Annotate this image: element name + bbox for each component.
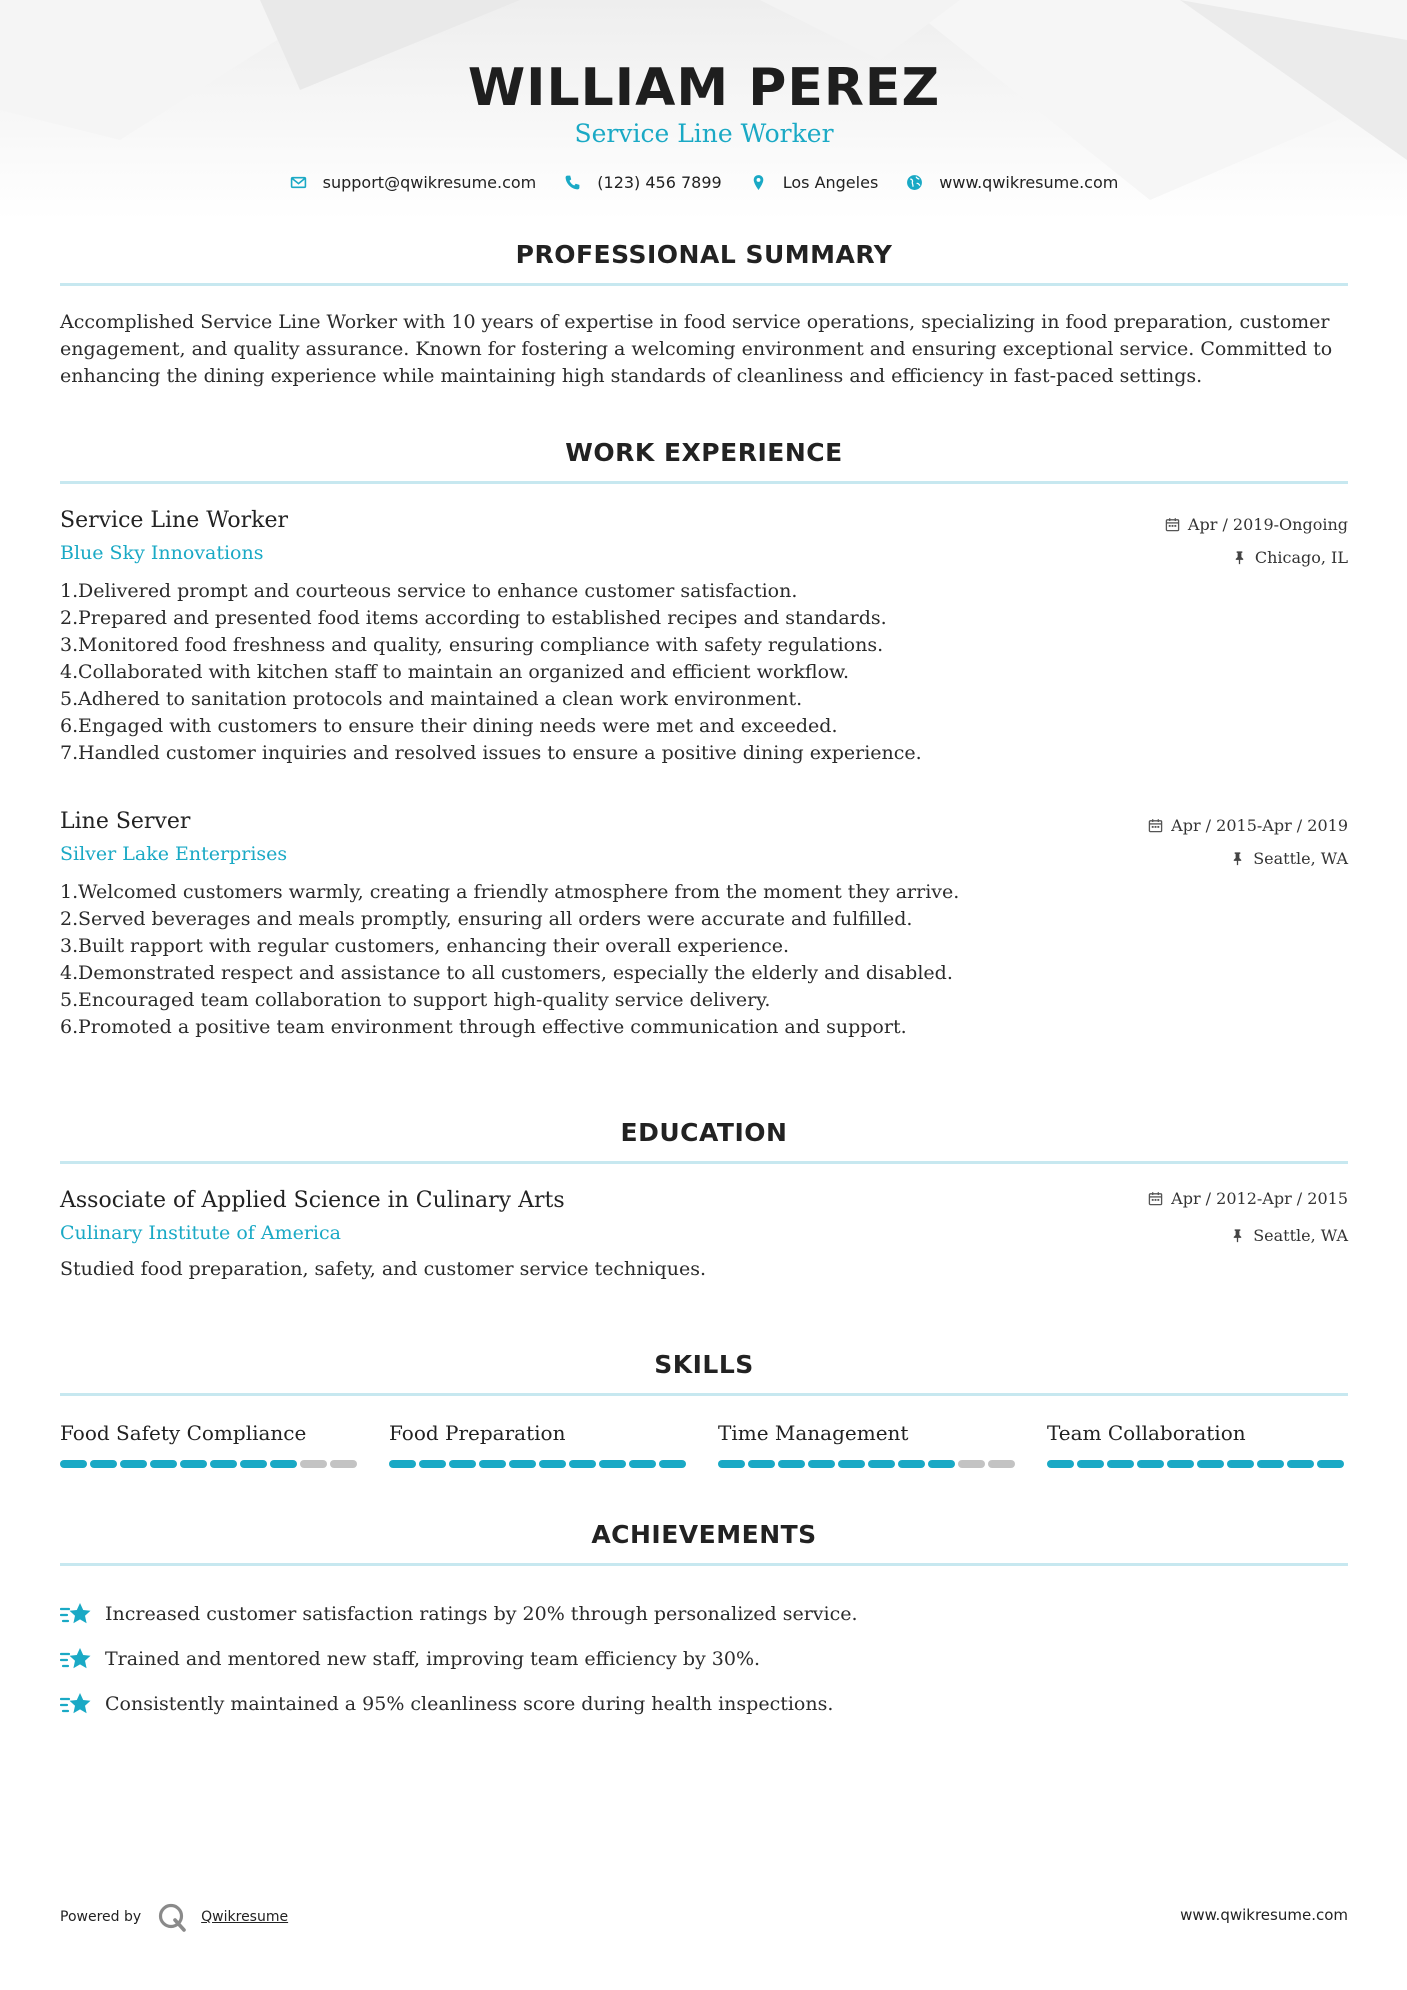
skill-segment-filled: [808, 1460, 835, 1468]
summary-text: Accomplished Service Line Worker with 10 years of expertise in food service operations, specializing in food preparation, customer engagement, and quality assurance. Known for fostering a welcoming environment and ensuring exceptional service. Committed to enhancing the dining experience while maintaining high standards of cleanliness and efficiency in fast-paced settings.: [60, 311, 1333, 387]
skill-segment-filled: [180, 1460, 207, 1468]
skill-segment-filled: [1137, 1460, 1164, 1468]
skill-segment-filled: [419, 1460, 446, 1468]
qwikresume-link[interactable]: Qwikresume: [201, 1909, 289, 1925]
skill-segment-filled: [1317, 1460, 1344, 1468]
contact-phone[interactable]: [564, 173, 721, 192]
skill-item: [718, 1420, 1018, 1468]
list-item: [60, 1681, 1348, 1726]
experience-heading: WORK EXPERIENCE: [565, 438, 843, 467]
job-entry-1: [60, 506, 1348, 767]
list-item: 2. Served beverages and meals promptly, ensuring all orders were accurate and fulfilled.: [60, 908, 913, 930]
skill-segment-filled: [569, 1460, 596, 1468]
contact-website[interactable]: [906, 173, 1118, 192]
job-location: [1230, 849, 1348, 868]
skill-segment-filled: [1047, 1460, 1074, 1468]
skill-item: [60, 1420, 360, 1468]
phone-icon: [564, 174, 581, 191]
skill-segment-filled: [270, 1460, 297, 1468]
phone-text: (123) 456 7899: [597, 173, 722, 192]
skill-level-bar: [1047, 1460, 1347, 1468]
job-title: Line Server: [60, 809, 191, 834]
candidate-name: WILLIAM PEREZ: [467, 58, 941, 118]
skill-level-bar: [60, 1460, 360, 1468]
job-date: [1148, 816, 1348, 835]
list-item: 1. Delivered prompt and courteous service to enhance customer satisfaction.: [60, 580, 798, 602]
skill-item: [1047, 1420, 1347, 1468]
skill-segment-filled: [1167, 1460, 1194, 1468]
powered-by-label: Powered by: [60, 1909, 142, 1925]
calendar-icon: [1148, 1191, 1163, 1206]
list-item: 6. Engaged with customers to ensure their dining needs were met and exceeded.: [60, 715, 838, 737]
skill-segment-filled: [778, 1460, 805, 1468]
star-icon: [60, 1690, 92, 1718]
skill-segment-filled: [748, 1460, 775, 1468]
list-item: 1. Welcomed customers warmly, creating a friendly atmosphere from the moment they arrive.: [60, 881, 960, 903]
website-text: www.qwikresume.com: [939, 173, 1119, 192]
calendar-icon: [1148, 818, 1163, 833]
pin-icon: [1232, 550, 1247, 565]
job-location-text: Chicago, IL: [1254, 548, 1348, 567]
skill-segment-filled: [718, 1460, 745, 1468]
achievement-text: Consistently maintained a 95% cleanliness score during health inspections.: [105, 1692, 834, 1715]
experience-divider: [60, 481, 1348, 484]
job-duties-list: [60, 879, 1348, 1041]
skill-segment-filled: [210, 1460, 237, 1468]
skill-name: Time Management: [718, 1421, 909, 1445]
skill-level-bar: [389, 1460, 689, 1468]
education-location: [1230, 1226, 1348, 1245]
achievement-text: Increased customer satisfaction ratings by 20% through personalized service.: [105, 1602, 858, 1625]
job-date-text: Apr / 2015-Apr / 2019: [1171, 816, 1348, 835]
list-item: 6. Promoted a positive team environment through effective communication and support.: [60, 1016, 907, 1038]
skill-segment-filled: [659, 1460, 686, 1468]
skill-segment-filled: [389, 1460, 416, 1468]
skill-segment-empty: [958, 1460, 985, 1468]
education-date: [1148, 1189, 1348, 1208]
footer-powered-by: [60, 1902, 288, 1932]
star-icon: [60, 1600, 92, 1628]
skill-segment-filled: [120, 1460, 147, 1468]
skill-name: Team Collaboration: [1047, 1421, 1246, 1445]
job-duties-list: [60, 578, 1348, 767]
list-item: [60, 1591, 1348, 1636]
skill-segment-empty: [988, 1460, 1015, 1468]
list-item: 5. Adhered to sanitation protocols and maintained a clean work environment.: [60, 688, 803, 710]
skills-divider: [60, 1393, 1348, 1396]
skill-segment-filled: [928, 1460, 955, 1468]
skill-segment-filled: [1107, 1460, 1134, 1468]
job-date-text: Apr / 2019-Ongoing: [1187, 515, 1348, 534]
skill-segment-filled: [509, 1460, 536, 1468]
contact-email[interactable]: [290, 173, 537, 192]
list-item: 4. Collaborated with kitchen staff to maintain an organized and efficient workflow.: [60, 661, 850, 683]
skill-segment-filled: [60, 1460, 87, 1468]
skill-item: [389, 1420, 689, 1468]
achievement-text: Trained and mentored new staff, improving team efficiency by 30%.: [105, 1647, 761, 1670]
job-company: Silver Lake Enterprises: [60, 843, 288, 865]
education-description: Studied food preparation, safety, and customer service techniques.: [60, 1258, 706, 1280]
achievements-divider: [60, 1563, 1348, 1566]
skill-segment-filled: [868, 1460, 895, 1468]
achievements-list: [60, 1591, 1348, 1726]
skill-segment-filled: [449, 1460, 476, 1468]
skill-segment-filled: [90, 1460, 117, 1468]
education-divider: [60, 1161, 1348, 1164]
job-company: Blue Sky Innovations: [60, 542, 264, 564]
skill-segment-filled: [1287, 1460, 1314, 1468]
footer-url[interactable]: www.qwikresume.com: [1180, 1906, 1348, 1924]
list-item: 2. Prepared and presented food items according to established recipes and standards.: [60, 607, 887, 629]
skill-segment-empty: [330, 1460, 357, 1468]
education-location-text: Seattle, WA: [1253, 1226, 1348, 1245]
achievements-heading: ACHIEVEMENTS: [591, 1520, 817, 1549]
skill-segment-empty: [300, 1460, 327, 1468]
skill-level-bar: [718, 1460, 1018, 1468]
list-item: 5. Encouraged team collaboration to support high-quality service delivery.: [60, 989, 771, 1011]
location-text: Los Angeles: [782, 173, 879, 192]
job-date: [1165, 515, 1348, 534]
skill-segment-filled: [1077, 1460, 1104, 1468]
skill-segment-filled: [150, 1460, 177, 1468]
school-name: Culinary Institute of America: [60, 1222, 341, 1244]
skill-segment-filled: [1257, 1460, 1284, 1468]
skill-name: Food Safety Compliance: [60, 1421, 307, 1445]
skill-segment-filled: [479, 1460, 506, 1468]
list-item: 7. Handled customer inquiries and resolved issues to ensure a positive dining experience.: [60, 742, 922, 764]
skill-segment-filled: [1227, 1460, 1254, 1468]
calendar-icon: [1165, 517, 1180, 532]
job-title: Service Line Worker: [60, 508, 288, 533]
job-location: [1232, 548, 1348, 567]
globe-icon: [906, 174, 923, 191]
job-entry-2: [60, 807, 1348, 1041]
skill-segment-filled: [539, 1460, 566, 1468]
summary-heading: PROFESSIONAL SUMMARY: [515, 240, 893, 269]
qwikresume-logo-icon: [157, 1902, 187, 1932]
skills-heading: SKILLS: [654, 1350, 754, 1379]
summary-divider: [60, 283, 1348, 286]
list-item: 3. Built rapport with regular customers, enhancing their overall experience.: [60, 935, 790, 957]
resume-page: [60, 0, 1348, 1990]
contact-row: [60, 173, 1348, 192]
list-item: 3. Monitored food freshness and quality, ensuring compliance with safety regulations.: [60, 634, 884, 656]
list-item: [60, 1636, 1348, 1681]
skill-segment-filled: [1197, 1460, 1224, 1468]
skill-name: Food Preparation: [389, 1421, 566, 1445]
list-item: 4. Demonstrated respect and assistance to all customers, especially the elderly and disabled.: [60, 962, 953, 984]
email-text: support@qwikresume.com: [322, 173, 537, 192]
education-heading: EDUCATION: [620, 1118, 788, 1147]
skill-segment-filled: [629, 1460, 656, 1468]
education-date-text: Apr / 2012-Apr / 2015: [1171, 1189, 1348, 1208]
star-icon: [60, 1645, 92, 1673]
contact-location: [750, 173, 879, 192]
candidate-title: Service Line Worker: [574, 119, 834, 148]
skill-segment-filled: [599, 1460, 626, 1468]
envelope-icon: [290, 174, 307, 191]
job-location-text: Seattle, WA: [1253, 849, 1348, 868]
education-entry: [60, 1186, 1348, 1283]
skill-segment-filled: [838, 1460, 865, 1468]
pin-icon: [1230, 851, 1245, 866]
skill-segment-filled: [240, 1460, 267, 1468]
degree-title: Associate of Applied Science in Culinary Arts: [60, 1188, 565, 1213]
skills-row: [60, 1420, 1348, 1468]
skill-segment-filled: [898, 1460, 925, 1468]
pin-icon: [1230, 1228, 1245, 1243]
map-marker-icon: [750, 174, 767, 191]
